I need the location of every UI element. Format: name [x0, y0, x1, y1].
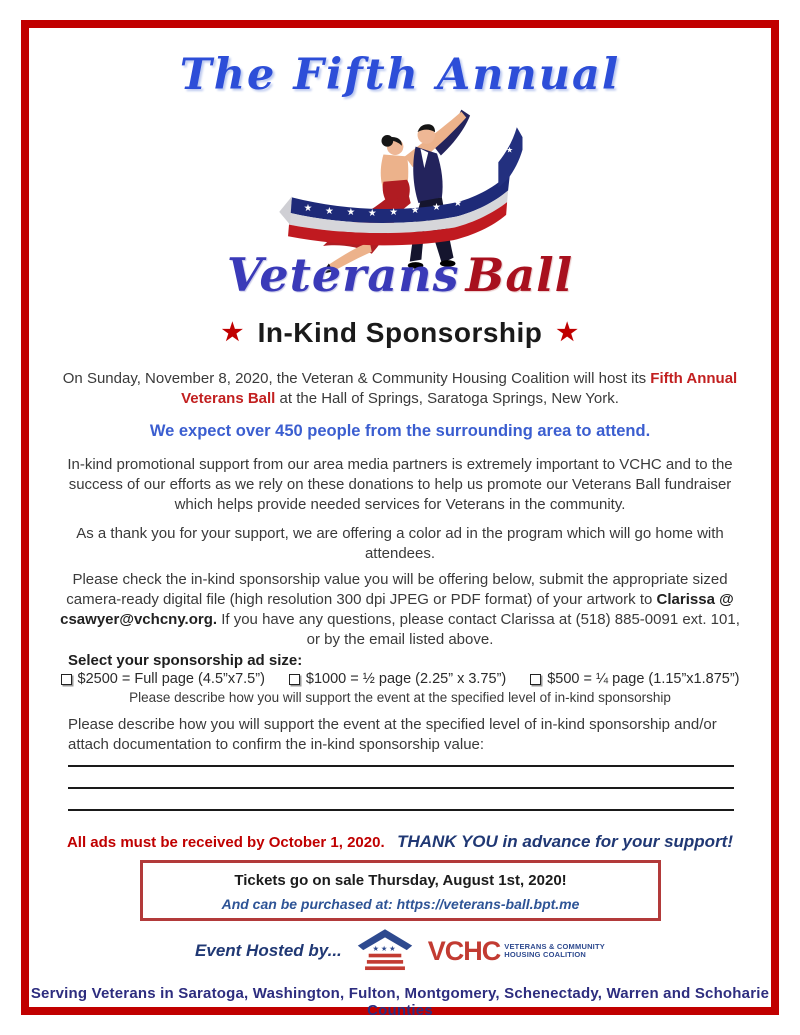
svg-text:★: ★: [303, 202, 313, 214]
option-half-page-label: $1000 = ½ page (2.25” x 3.75”): [305, 671, 507, 687]
tickets-purchase-url: And can be purchased at: https://veterans-ball.bpt.me: [221, 896, 580, 912]
option-full-page-label: $2500 = Full page (4.5”x7.5”): [77, 671, 265, 687]
wordmark-veterans: Veterans: [226, 248, 460, 302]
svg-text:★: ★: [389, 206, 399, 218]
svg-text:★: ★: [506, 145, 514, 155]
describe-prompt: Please describe how you will support the event at the specified level of in-kind sponsorship and/or attach documentation to confirm the in-kind sponsorship value:: [68, 716, 717, 753]
svg-text:★: ★: [325, 205, 334, 217]
contact-email: Clarissa @ csawyer@vchcny.org.: [60, 591, 734, 629]
sponsorship-size-label: Select your sponsorship ad size:: [68, 652, 303, 669]
checkbox-icon[interactable]: [61, 674, 72, 685]
star-icon: ★: [221, 319, 244, 346]
svg-text:★: ★: [453, 198, 463, 210]
writing-line-1[interactable]: [68, 765, 734, 767]
vchc-org-name: [504, 943, 605, 959]
svg-text:★: ★: [346, 206, 356, 218]
contact-text-after: If you have any questions, please contact Clarissa at (518) 885-0091 ext. 101, or by the email listed above.: [217, 611, 740, 649]
tickets-sale-date: Tickets go on sale Thursday, August 1st, 2020!: [234, 872, 567, 889]
page-title: [29, 317, 771, 349]
writing-line-3[interactable]: [68, 809, 734, 811]
svg-text:★: ★: [410, 204, 420, 216]
svg-text:★: ★: [367, 207, 377, 219]
veterans-ball-wordmark: [29, 248, 771, 302]
contact-text-before: Please check the in-kind sponsorship value you will be offering below, submit the appropriate sized camera-ready digital file (high resolution 300 dpi JPEG or PDF format) of your artwork to: [66, 571, 728, 609]
checkbox-icon[interactable]: [530, 674, 541, 685]
thank-you-paragraph: As a thank you for your support, we are offering a color ad in the program which will go home with attendees.: [76, 525, 724, 563]
option-quarter-page[interactable]: [530, 671, 739, 687]
sponsorship-note: Please describe how you will support the event at the specified level of in-kind sponsorship: [129, 690, 671, 705]
vchc-org-line1: VETERANS & COMMUNITY: [504, 941, 605, 951]
attendance-statement: We expect over 450 people from the surrounding area to attend.: [149, 422, 651, 440]
star-icon: ★: [556, 319, 579, 346]
support-paragraph: In-kind promotional support from our area media partners is extremely important to VCHC and to the success of our efforts as we rely on these donations to help us promote our Veterans Ball fundraiser which helps provide needed services for Veterans in the community.: [67, 456, 733, 514]
vchc-logo: [428, 936, 605, 967]
option-quarter-page-label: $500 = ¼ page (1.15”x1.875”): [547, 671, 740, 687]
page-title-text: In-Kind Sponsorship: [257, 317, 543, 348]
serving-counties-line: Serving Veterans in Saratoga, Washington, Fulton, Montgomery, Schenectady, Warren and Schoharie Counties: [30, 985, 770, 1019]
deadline-thanks: THANK YOU in advance for your support!: [397, 832, 734, 851]
flyer-page: [21, 20, 779, 1019]
intro-highlight: Fifth Annual Veterans Ball: [181, 370, 738, 408]
contact-paragraph: [55, 570, 745, 650]
wordmark-ball: Ball: [465, 248, 574, 302]
intro-text-before: On Sunday, November 8, 2020, the Veteran & Community Housing Coalition will host its: [62, 370, 651, 387]
writing-line-2[interactable]: [68, 787, 734, 789]
tickets-box: [140, 860, 661, 921]
intro-text-after: at the Hall of Springs, Saratoga Springs, New York.: [275, 390, 619, 408]
hosted-by-row: [29, 928, 771, 974]
script-title: The Fifth Annual: [179, 50, 621, 100]
deadline-line: [29, 832, 771, 852]
option-full-page[interactable]: [61, 671, 265, 687]
intro-paragraph: [55, 369, 745, 409]
checkbox-icon[interactable]: [289, 674, 300, 685]
hosted-by-label: Event Hosted by...: [195, 941, 342, 960]
option-half-page[interactable]: [289, 671, 506, 687]
deadline-date: All ads must be received by October 1, 2020.: [66, 834, 385, 851]
vchc-acronym: VCHC: [427, 935, 501, 966]
sponsorship-options: [29, 671, 771, 687]
vchc-org-line2: HOUSING COALITION: [504, 950, 587, 959]
svg-text:★: ★: [432, 201, 441, 213]
vchc-house-icon: [356, 928, 414, 974]
svg-text:★★★: ★★★: [372, 944, 398, 953]
